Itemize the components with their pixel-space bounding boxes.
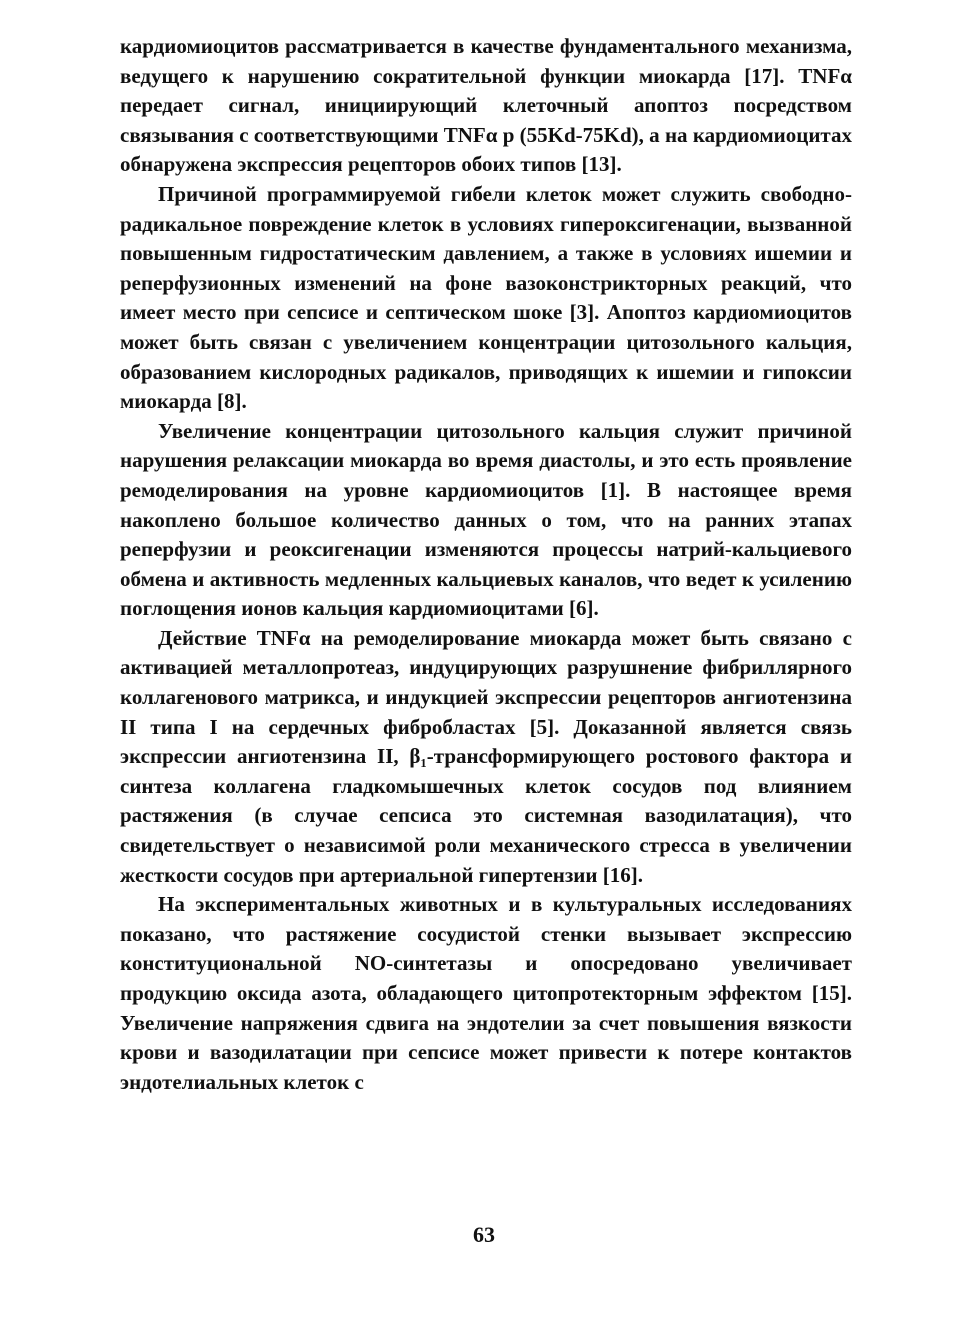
paragraph-5: На экспериментальных животных и в культуральных исследованиях показано, что растяжение сосудистой стенки вызывает экспрессию конституциональной NO-синтетазы и опосредовано увеличивает продукцию оксида азота, обладающего цитопротекторным эффектом [15]. Увеличение напряжения сдвига на эндотелии за счет повышения вязкости крови и вазодилатации при сепсисе может привести к потере контактов эндотелиальных клеток с (120, 892, 852, 1094)
paragraph-3: Увеличение концентрации цитозольного кальция служит причиной нарушения релаксации миокарда во время диастолы, и это есть проявление ремоделирования на уровне кардиомиоцитов [1]. В настоящее время накоплено большое количество данных о том, что на ранних этапах реперфузии и реоксигенации изменяются процессы натрий-кальциевого обмена и активность медленных кальциевых каналов, что ведет к усилению поглощения ионов кальция кардиомиоцитами [6]. (120, 418, 852, 621)
paragraph-2: Причиной программируемой гибели клеток может служить свободно- радикальное повреждение клеток в условиях гипероксигенации, вызванной повышенным гидростатическим давлением, а также в условиях ишемии и реперфузионных изменений на фоне вазоконстрикторных реакций, что имеет место при сепсисе и септическом шоке [3]. Апоптоз кардиомиоцитов может быть связан с увеличением концентрации цитозольного кальция, образованием кислородных радикалов, приводящих к ишемии и гипоксии миокарда [8]. (120, 181, 852, 414)
page-text (120, 32, 852, 1097)
paragraph-4: Действие TNFα на ремоделирование миокарда может быть связано с активацией металлопротеаз, индуцирующих разрушнение фибриллярного коллагенового матрикса, и индукцией экспрессии рецепторов ангиотензина II типа I на сердечных фибробластах [5]. Доказанной является связь экспрессии ангиотензина II, β₁-трансформирующего ростового фактора и синтеза коллагена гладкомышечных клеток сосудов под влиянием растяжения (в случае сепсиса это системная вазодилатация), что свидетельствует о независимой роли механического стресса в увеличении жесткости сосудов при артериальной гипертензии [16]. (120, 625, 852, 887)
paragraph-1: кардиомиоцитов рассматривается в качестве фундаментального механизма, ведущего к нарушению сократительной функции миокарда [17]. TNFα передает сигнал, инициирующий клеточный апоптоз посредством связывания с соответствующими TNFα р (55Kd-75Kd), а на кардиомиоцитах обнаружена экспрессия рецепторов обоих типов [13]. (120, 34, 852, 177)
page-number: 63 (473, 1222, 495, 1247)
